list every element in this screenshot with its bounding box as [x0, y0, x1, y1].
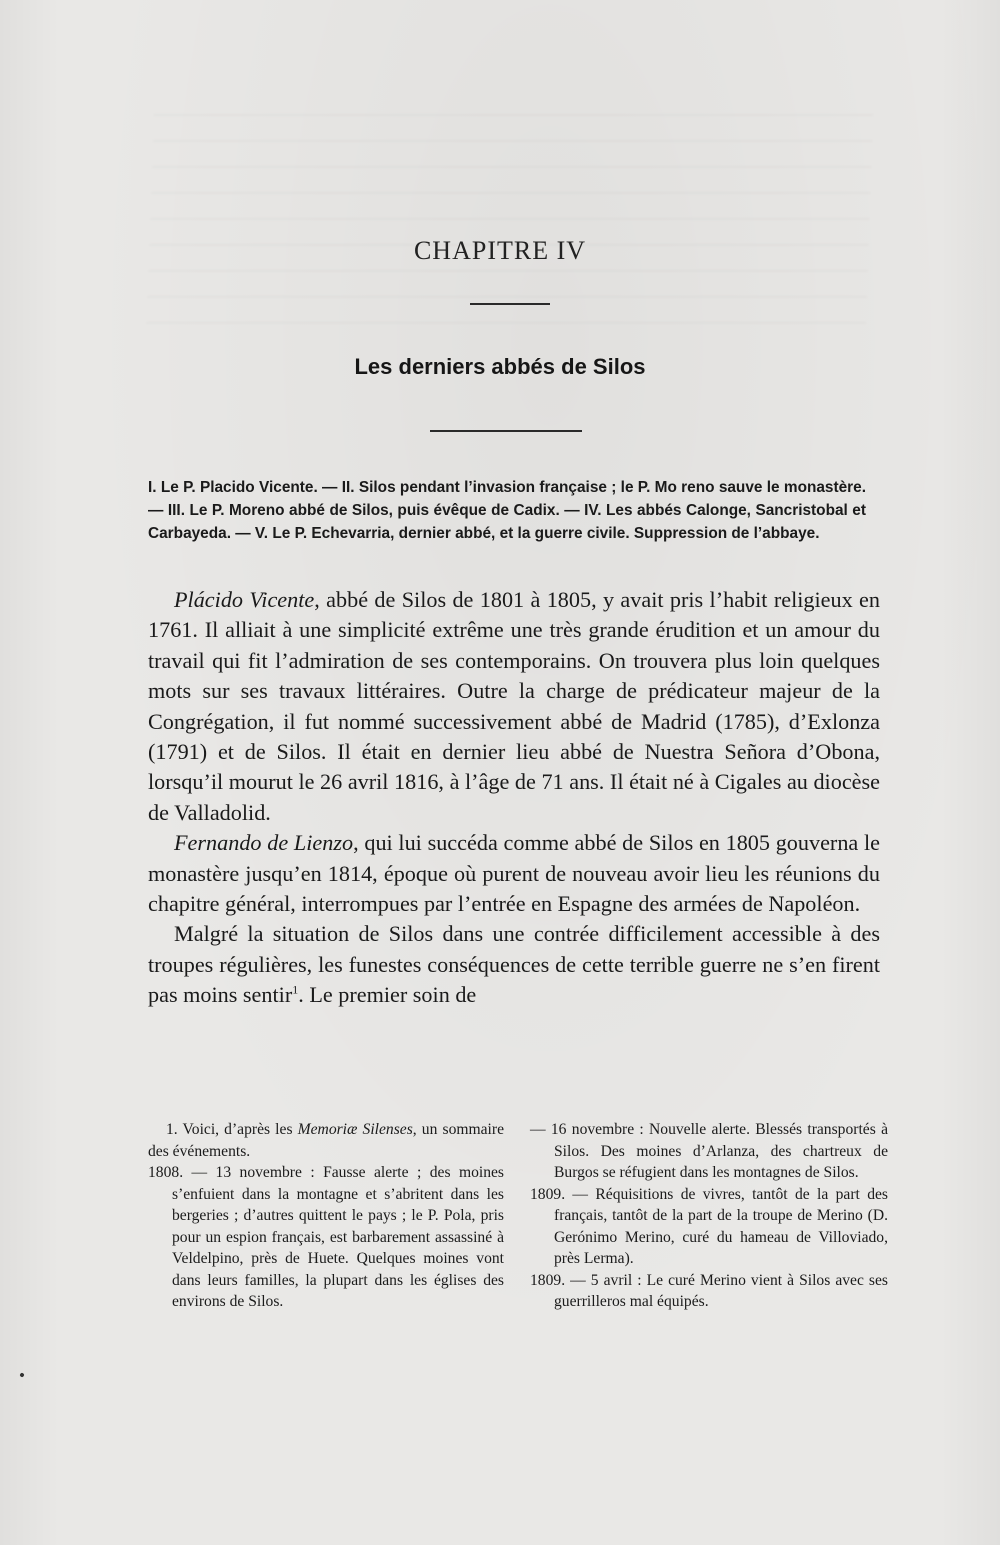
person-name: Fernando de Lienzo [174, 830, 354, 856]
footnote-entry: 1808. — 13 novembre : Fausse alerte ; des moines s’enfuient dans la montagne et s’abritent dans les bergeries ; d’autres quittent le pays ; le P. Pola, pris pour un espion français, est barbarement assassiné à Veldelpino, près de Huete. Quelques moines vont dans leurs familles, la plupart dans les églises des environs de Silos. [148, 1164, 504, 1310]
paragraph-2 [148, 828, 880, 919]
chapter-title: Les derniers abbés de Silos [354, 354, 646, 379]
heading-rule-bottom [430, 430, 582, 432]
footnote-marker: 1 [292, 982, 299, 997]
paragraph-3 [148, 919, 880, 1010]
paragraph-text: , abbé de Silos de 1801 à 1805, y avait pris l’habit religieux en 1761. Il alliait à une simplicité extrême une très grande érudition et un amour du travail qui fit l’admiration de ses contemporains. On trouvera plus loin quelques mots sur ses travaux littéraires. Outre la charge de prédicateur majeur de la Congrégation, il fut nommé successivement abbé de Madrid (1785), d’Exlonza (1791) et de Silos. Il était en dernier lieu abbé de Nuestra Señora d’Obona, lorsqu’il mourut le 26 avril 1816, à l’âge de 71 ans. Il était né à Cigales au diocèse de Valladolid. [148, 587, 880, 825]
main-text [148, 585, 880, 1011]
footnotes-left-column [148, 1119, 504, 1313]
footnotes-right-column [530, 1119, 888, 1313]
chapter-heading: CHAPITRE IV [413, 236, 587, 265]
chapter-summary: I. Le P. Placido Vicente. — II. Silos pendant l’invasion française ; le P. Mo reno sauve le monastère. — III. Le P. Moreno abbé de Silos, puis évêque de Cadix. — IV. Les abbés Calonge, Sancristobal et Carbayeda. — V. Le P. Echevarria, dernier abbé, et la guerre civile. Suppression de l’abbaye. [148, 479, 866, 542]
footnote-text: 1. Voici, d’après les [166, 1121, 298, 1138]
person-name: Plácido Vicente [174, 587, 315, 612]
heading-rule-top [470, 303, 550, 305]
footnote-entry: 1809. — Réquisitions de vivres, tantôt de la part des français, tantôt de la part de la troupe de Merino (D. Gerónimo Merino, curé du hameau de Villoviado, près Lerma). [530, 1185, 888, 1267]
scan-speck [19, 1372, 25, 1378]
footnote-intro [148, 1119, 504, 1162]
paragraph-text: , qui lui succéda comme abbé de Silos en 1805 gouverna le monastère jusqu’en 1814, époque où purent de nouveau avoir lieu les réunions du chapitre général, interrompues par l’entrée en Espagne des armées de Napoléon. [148, 830, 880, 917]
paragraph-1 [148, 585, 880, 828]
footnote-source-title: Memoriæ Silenses [297, 1121, 413, 1138]
footnote-text: , un sommaire des événements. [148, 1121, 504, 1160]
paragraph-text: Malgré la situation de Silos dans une contrée difficilement accessible à des troupes régulières, les funestes conséquences de cette terrible guerre ne s’en firent pas moins sentir [148, 921, 880, 1008]
paragraph-tail: . Le premier soin de [298, 982, 477, 1008]
footnote-entry: — 16 novembre : Nouvelle alerte. Blessés transportés à Silos. Des moines d’Arlanza, des chartreux de Burgos se réfugient dans les montagnes de Silos. [530, 1121, 888, 1181]
footnote-entry: 1809. — 5 avril : Le curé Merino vient à Silos avec ses guerrilleros mal équipés. [530, 1271, 888, 1310]
